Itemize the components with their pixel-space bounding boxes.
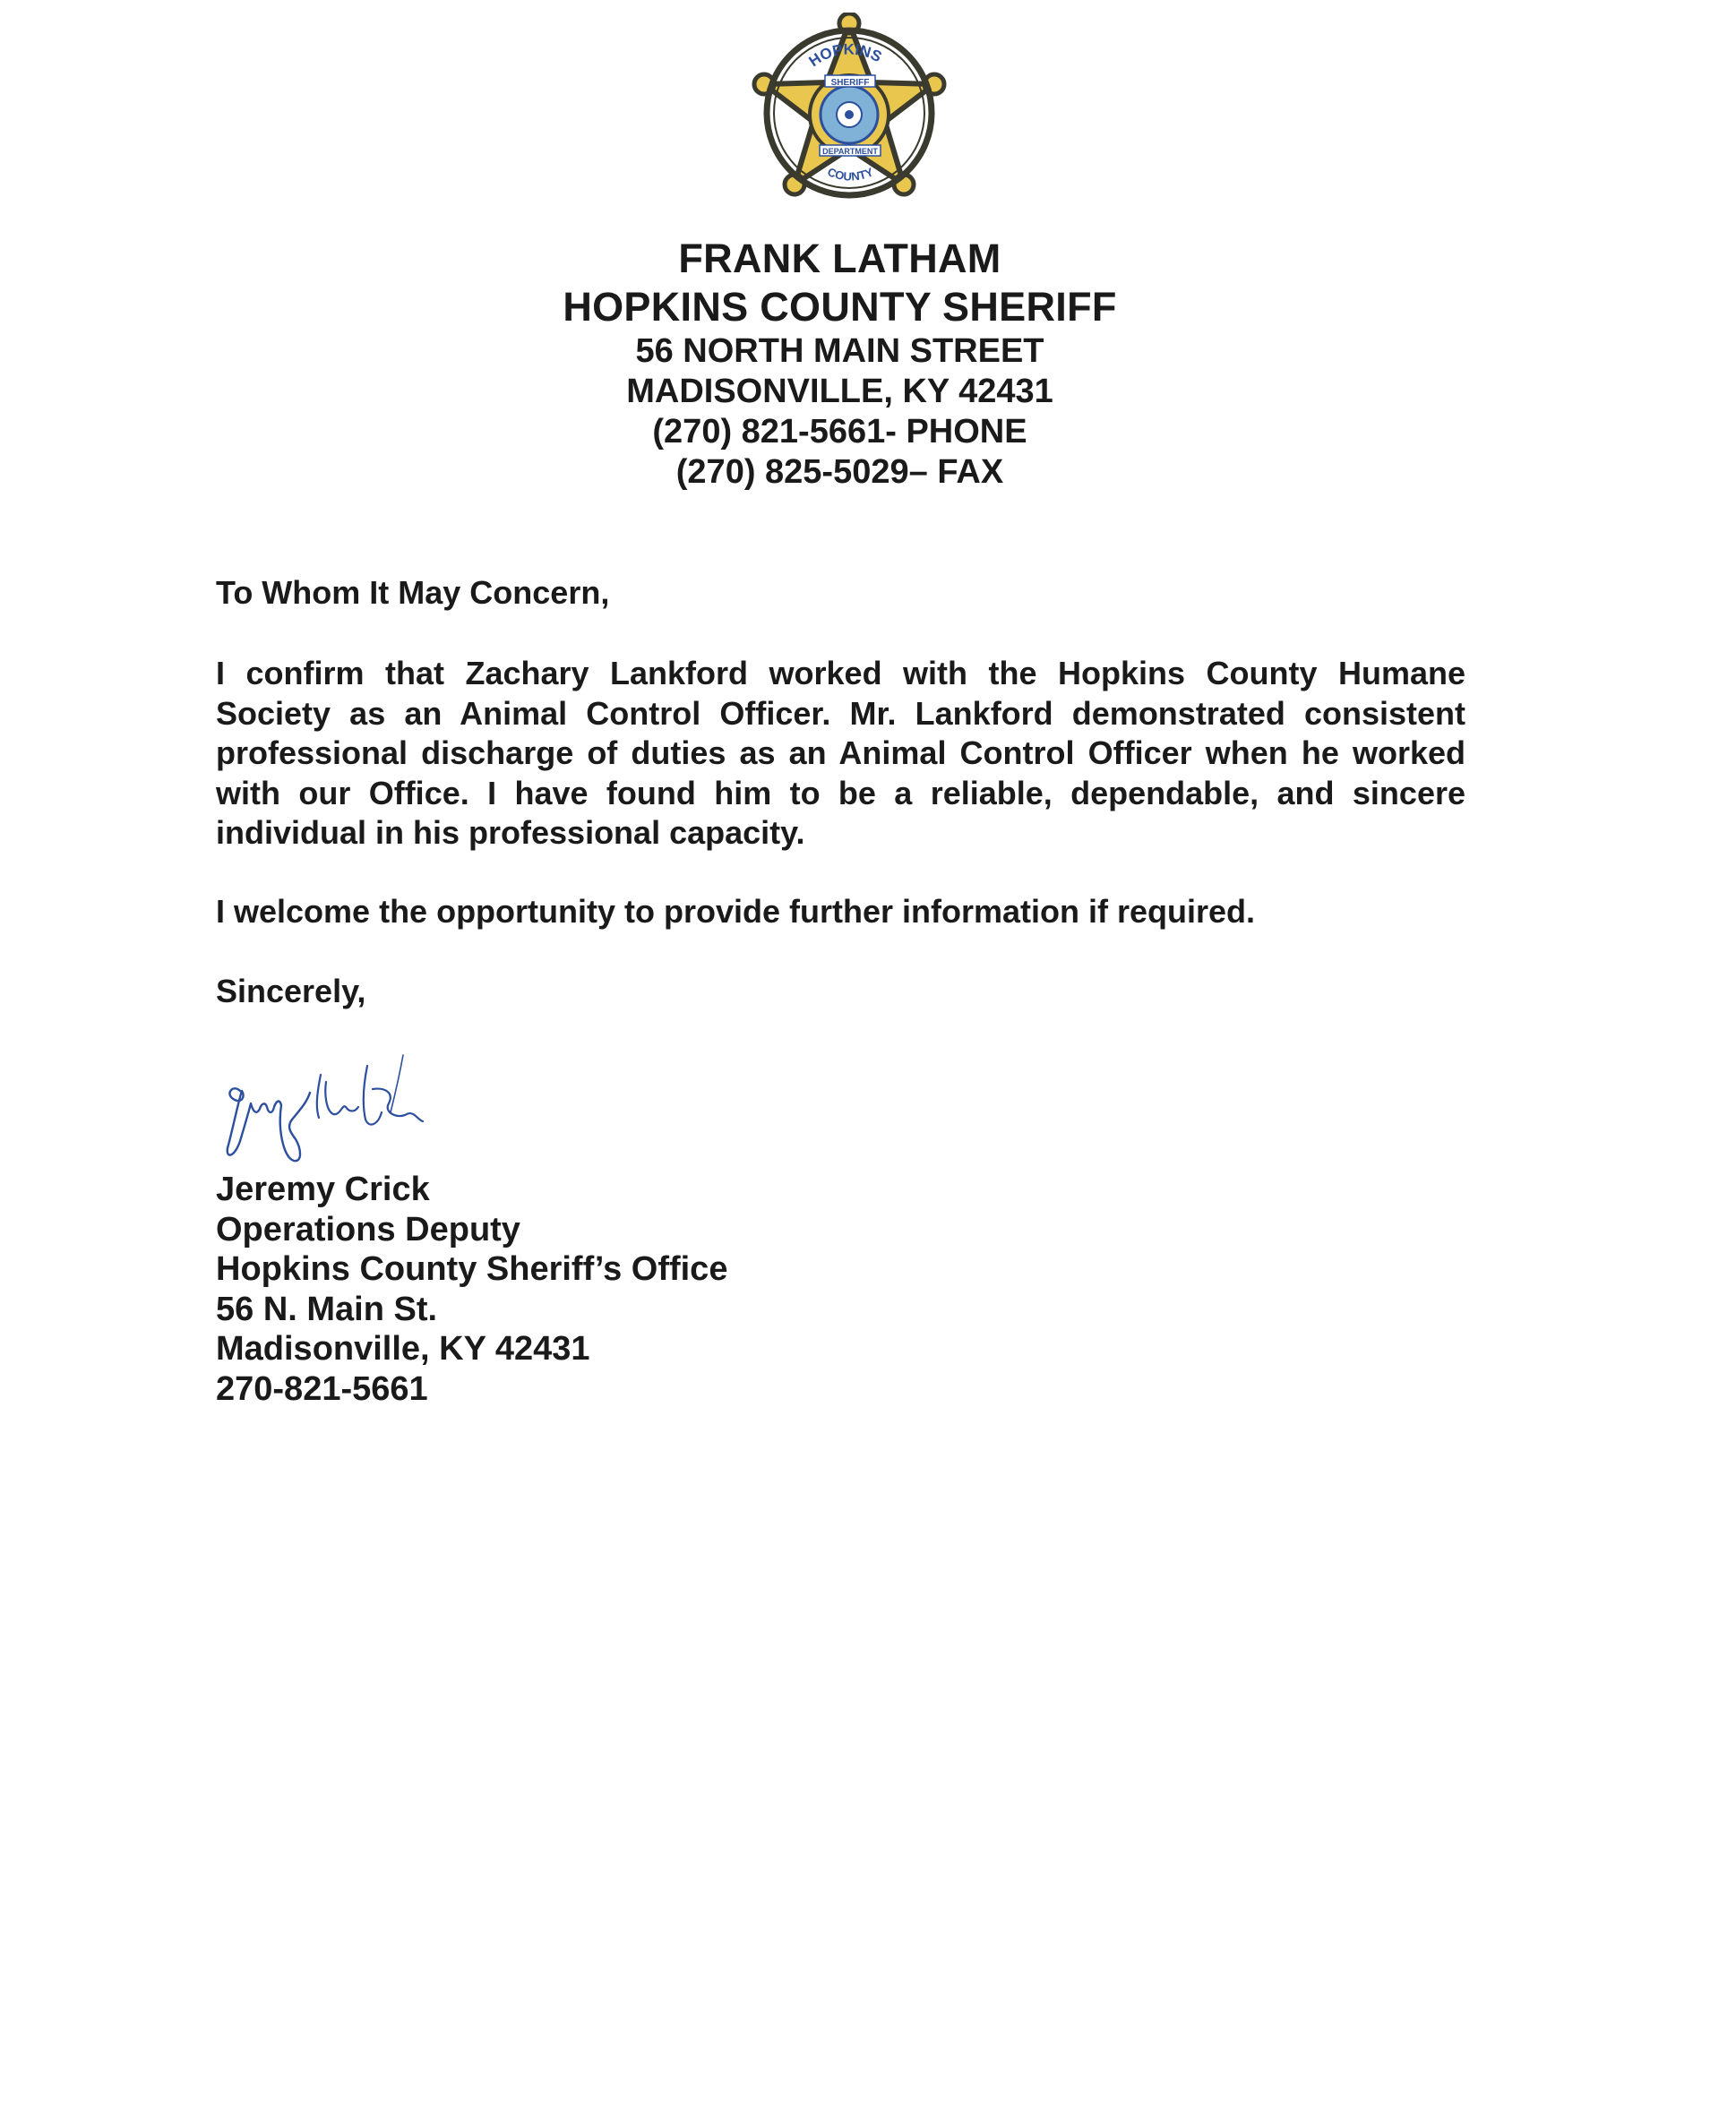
signer-city: Madisonville, KY 42431 [216,1330,590,1368]
office-phone: (270) 821-5661- PHONE [652,413,1027,450]
signer-position: Operations Deputy [216,1210,520,1248]
svg-text:SHERIFF: SHERIFF [830,78,870,88]
closing: Sincerely, [216,973,366,1009]
letterhead [0,235,1680,493]
office-city: MADISONVILLE, KY 42431 [626,373,1053,410]
svg-text:COUNTY: COUNTY [825,165,876,184]
signature-block [216,1170,727,1409]
signer-phone: 270-821-5661 [216,1369,428,1408]
office-street: 56 NORTH MAIN STREET [635,332,1044,370]
svg-text:HOPKINS: HOPKINS [805,40,885,71]
signer-street: 56 N. Main St. [216,1290,438,1328]
signer-office: Hopkins County Sheriff’s Office [216,1250,728,1288]
sheriff-title: HOPKINS COUNTY SHERIFF [563,284,1117,330]
follow-up-paragraph: I welcome the opportunity to provide further information if required. [216,893,1256,930]
sheriff-name: FRANK LATHAM [678,236,1001,281]
body-paragraph: I confirm that Zachary Lankford worked with the Hopkins County Humane Society as an Animal Control Officer. Mr. Lankford demonstrated consistent professional discharge of duties as an Animal Control Officer when he worked with our Office. I have found him to be a reliable, dependable, and sincere individual in his professional capacity. [216,655,1465,851]
salutation: To Whom It May Concern, [216,574,610,611]
office-fax: (270) 825-5029– FAX [675,453,1004,491]
signer-name: Jeremy Crick [216,1171,430,1208]
svg-text:DEPARTMENT: DEPARTMENT [822,147,878,156]
handwritten-signature [215,1048,448,1173]
sheriff-star-badge-icon [746,13,952,210]
